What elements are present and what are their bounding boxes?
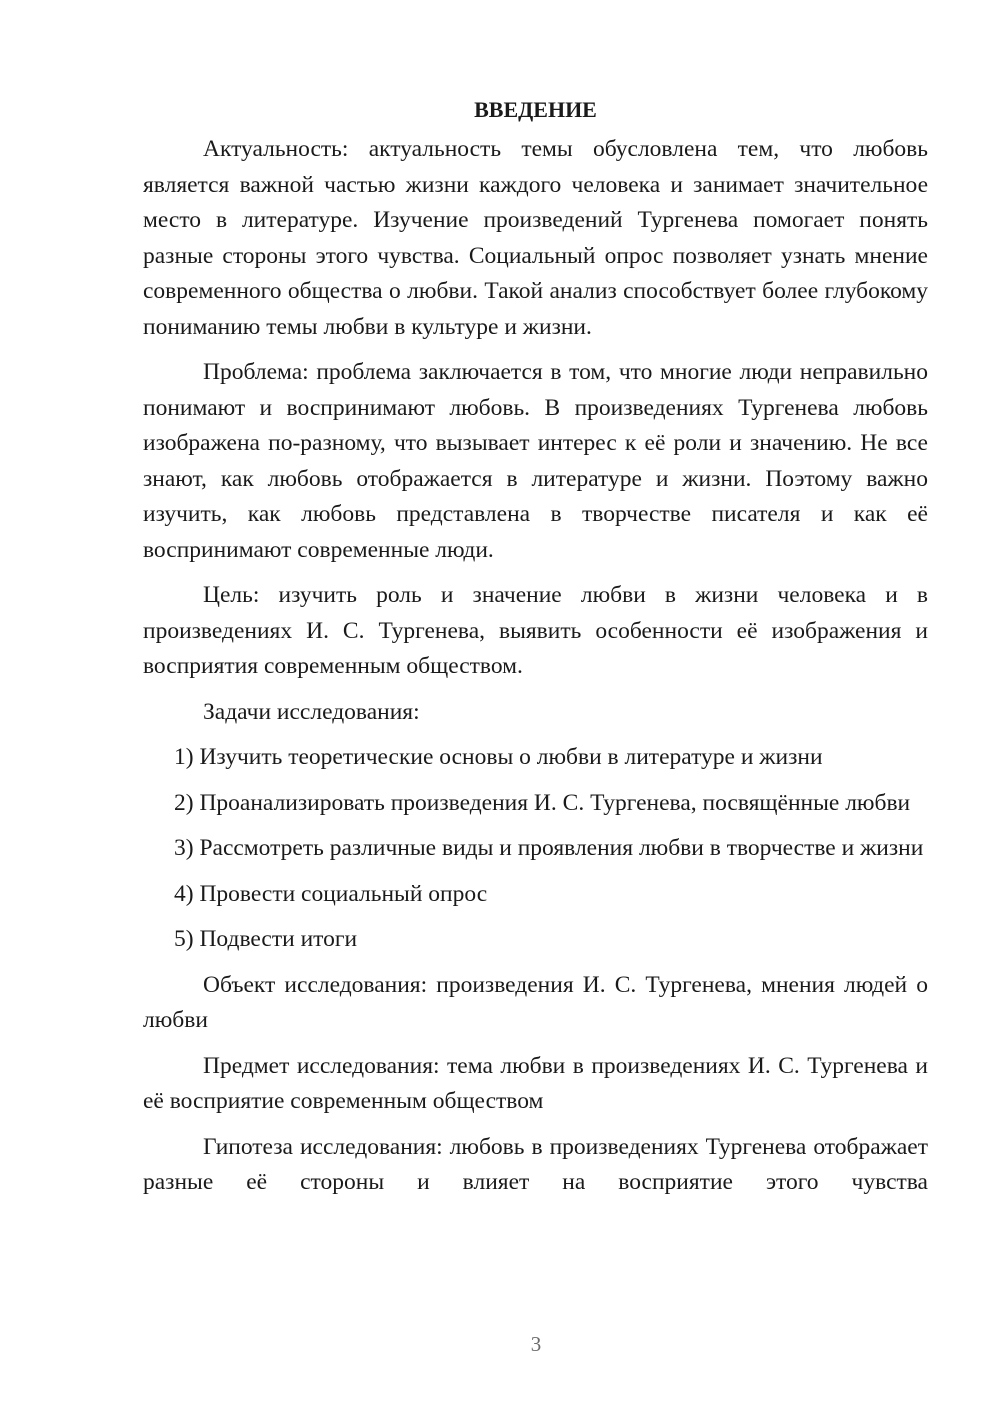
goal-paragraph: Цель: изучить роль и значение любви в жизни человека и в произведениях И. С. Тургенева, выявить особенности её изображения и восприятия современным обществом. [143,582,928,679]
tasks-heading: Задачи исследования: [203,698,420,725]
problem-paragraph: Проблема: проблема заключается в том, что многие люди неправильно понимают и воспринимают любовь. В произведениях Тургенева любовь изображена по-разному, что вызывает интерес к её роли и значению. Не все знают, как любовь отображается в литературе и жизни. Поэтому важно изучить, как любовь представлена в творчестве писателя и как её воспринимают современные люди. [143,359,928,563]
relevance-paragraph: Актуальность: актуальность темы обусловлена тем, что любовь является важной частью жизни каждого человека и занимает значительное место в литературе. Изучение произведений Тургенева помогает понять разные стороны этого чувства. Социальный опрос позволяет узнать мнение современного общества о любви. Такой анализ способствует более глубокому пониманию темы любви в культуре и жизни. [143,136,928,340]
list-item: 5) Подвести итоги [174,926,358,952]
page-number: 3 [530,1332,542,1356]
list-item: 2) Проанализировать произведения И. С. Тургенева, посвящённые любви [174,789,911,816]
hypothesis-paragraph: Гипотеза исследования: любовь в произведениях Тургенева отображает разные её стороны и влияет на восприятие этого чувства [143,1133,928,1195]
tasks-list [143,740,928,958]
list-item: 4) Провести социальный опрос [174,880,488,907]
object-paragraph: Объект исследования: произведения И. С. Тургенева, мнения людей о любви [143,971,928,1033]
list-item: 1) Изучить теоретические основы о любви в литературе и жизни [174,744,823,770]
subject-paragraph: Предмет исследования: тема любви в произведениях И. С. Тургенева и её восприятие современным обществом [143,1052,928,1114]
document-page [143,92,928,1211]
section-title: ВВЕДЕНИЕ [474,97,597,122]
list-item: 3) Рассмотреть различные виды и проявления любви в творчестве и жизни [174,835,924,861]
